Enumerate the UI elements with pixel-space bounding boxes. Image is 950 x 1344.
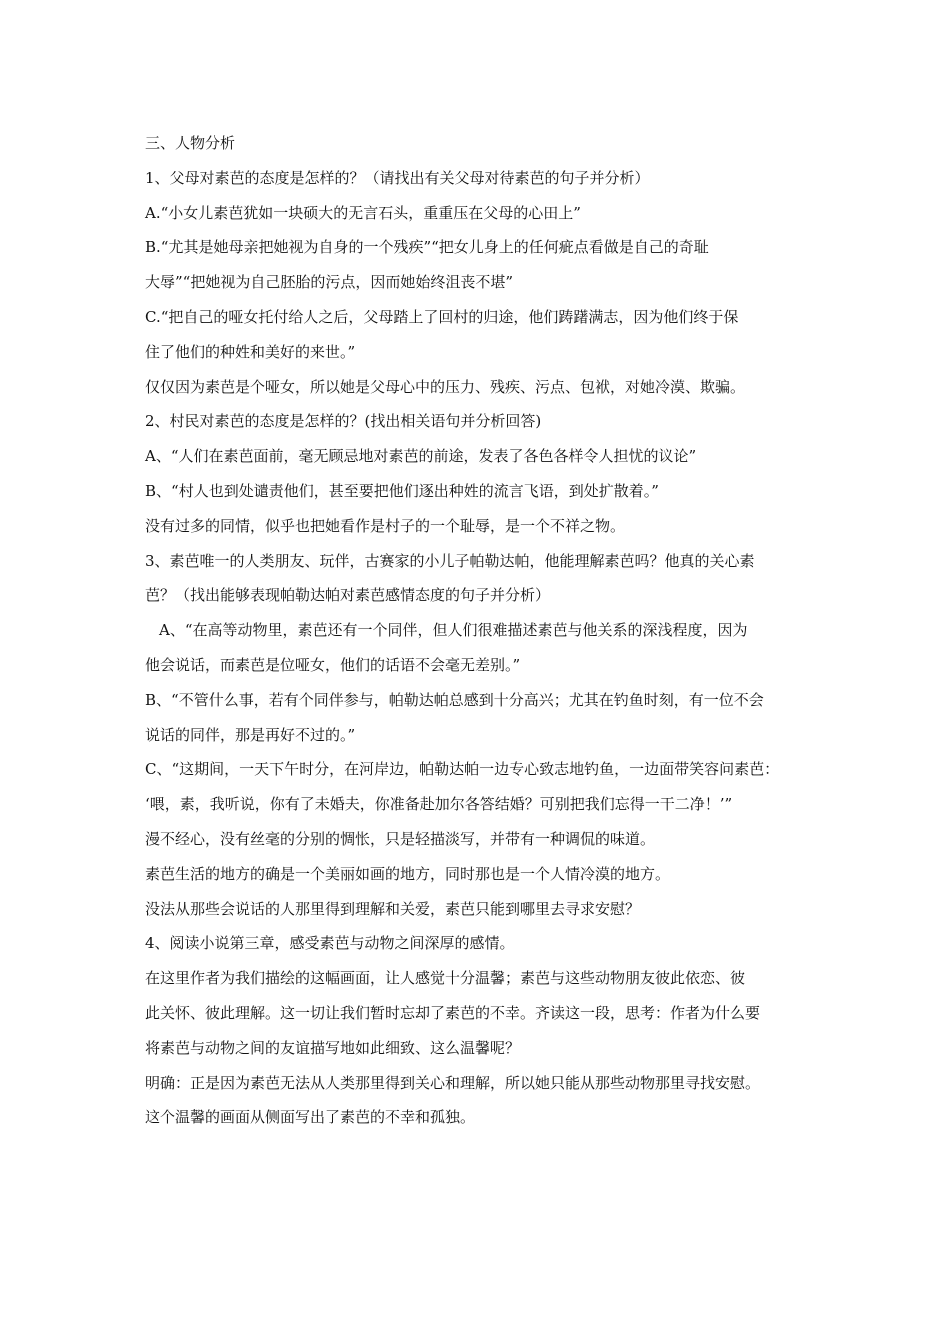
- text-line: C、“这期间，一天下午时分，在河岸边，帕勒达帕一边专心致志地钓鱼，一边面带笑容问素芭：: [145, 760, 780, 779]
- text-line: 仅仅因为素芭是个哑女，所以她是父母心中的压力、残疾、污点、包袱，对她冷漠、欺骗。: [145, 377, 746, 396]
- text-line: 说话的同伴，那是再好不过的。”: [145, 725, 356, 744]
- text-line: ‘喂，素，我听说，你有了未婚夫，你准备赴加尔各答结婚？可别把我们忘得一干二净！’”: [145, 795, 733, 814]
- text-line: 住了他们的种姓和美好的来世。”: [145, 342, 356, 361]
- text-line: 芭？（找出能够表现帕勒达帕对素芭感情态度的句子并分析）: [145, 586, 551, 605]
- text-line: 这个温馨的画面从侧面写出了素芭的不幸和孤独。: [145, 1108, 476, 1127]
- text-line: 素芭生活的地方的确是一个美丽如画的地方，同时那也是一个人情冷漠的地方。: [145, 864, 671, 883]
- text-line: 4、阅读小说第三章，感受素芭与动物之间深厚的感情。: [145, 934, 515, 953]
- text-line: 没有过多的同情，似乎也把她看作是村子的一个耻辱，是一个不祥之物。: [145, 516, 626, 535]
- text-line: 在这里作者为我们描绘的这幅画面，让人感觉十分温馨；素芭与这些动物朋友彼此依恋、彼: [145, 969, 746, 988]
- text-line: B、“村人也到处谴责他们，甚至要把他们逐出种姓的流言飞语，到处扩散着。”: [145, 481, 659, 500]
- text-line: A、“人们在素芭面前，毫无顾忌地对素芭的前途，发表了各色各样令人担忧的议论”: [145, 447, 697, 466]
- text-line: 明确：正是因为素芭无法从人类那里得到关心和理解，所以她只能从那些动物那里寻找安慰。: [145, 1073, 761, 1092]
- text-line: 没法从那些会说话的人那里得到理解和关爱，素芭只能到哪里去寻求安慰？: [145, 899, 641, 918]
- text-line: 将素芭与动物之间的友谊描写地如此细致、这么温馨呢？: [145, 1038, 521, 1057]
- document-body: [145, 126, 825, 1135]
- text-line: A、“在高等动物里，素芭还有一个同伴，但人们很难描述素芭与他关系的深浅程度，因为: [159, 621, 748, 640]
- text-line: A.“小女儿素芭犹如一块硕大的无言石头，重重压在父母的心田上”: [145, 203, 581, 222]
- text-line: 漫不经心，没有丝毫的分别的惆怅，只是轻描淡写，并带有一种调侃的味道。: [145, 829, 656, 848]
- text-line: 2、村民对素芭的态度是怎样的？(找出相关语句并分析回答): [145, 412, 542, 431]
- text-line: 3、素芭唯一的人类朋友、玩伴，古赛家的小儿子帕勒达帕，他能理解素芭吗？他真的关心素: [145, 551, 755, 570]
- text-line: 大辱”“把她视为自己胚胎的污点，因而她始终沮丧不堪”: [145, 273, 514, 292]
- text-line: B、“不管什么事，若有个同伴参与，帕勒达帕总感到十分高兴；尤其在钓鱼时刻，有一位不会: [145, 690, 764, 709]
- text-line: 此关怀、彼此理解。这一切让我们暂时忘却了素芭的不幸。齐读这一段，思考：作者为什么要: [145, 1003, 761, 1022]
- text-line: 三、人物分析: [145, 134, 236, 152]
- text-line: B.“尤其是她母亲把她视为自身的一个残疾”“把女儿身上的任何疵点看做是自己的奇耻: [145, 238, 709, 257]
- text-line: 1、父母对素芭的态度是怎样的？（请找出有关父母对待素芭的句子并分析）: [145, 168, 650, 187]
- text-line: 他会说话，而素芭是位哑女，他们的话语不会毫无差别。”: [145, 655, 521, 674]
- text-line: C.“把自己的哑女托付给人之后，父母踏上了回村的归途，他们踌躇满志，因为他们终于保: [145, 307, 739, 326]
